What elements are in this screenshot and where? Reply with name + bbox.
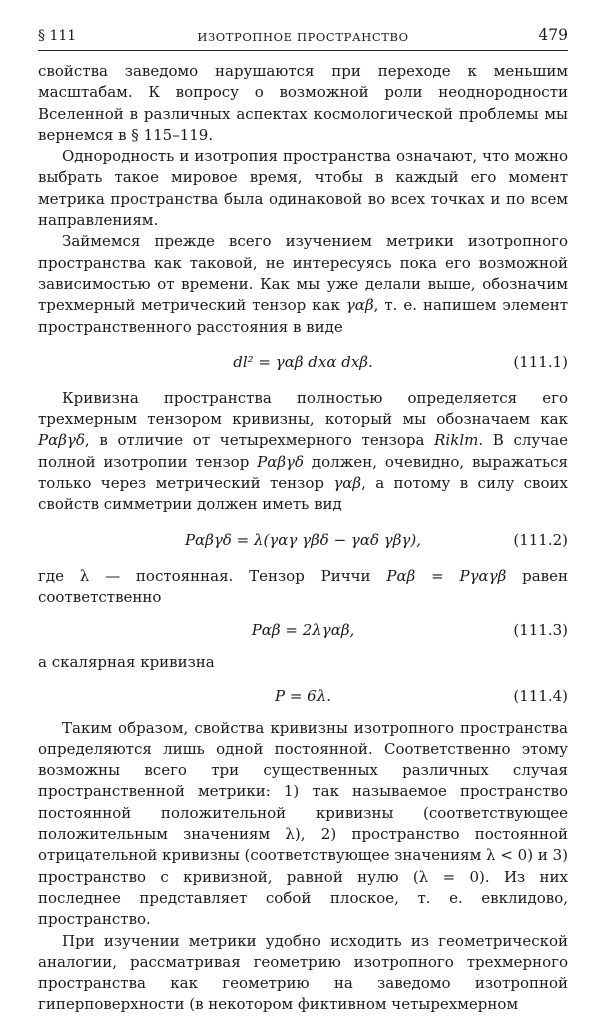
ricci-tensor-symbol: Pαβ = Pγαγβ [386,566,507,585]
metric-tensor-symbol: γαβ [345,296,374,315]
paragraph-4 [38,388,568,516]
paragraph-4-text-b: , в отличие от четырехмерного тензора [84,431,425,450]
equation-111-1 [38,350,568,374]
paragraph-2: Однородность и изотропия пространства означают, что можно выбрать такое мировое время, чтобы в каждый его момент метрика пространства была одинаковой во всех точках и по всем направлениям. [38,147,568,230]
equation-111-4 [38,684,568,708]
equation-111-2 [38,528,568,552]
equation-formula: Pαβγδ = λ(γαγ γβδ − γαδ γβγ), [184,530,422,549]
paragraph-3-text-a: Займемся прежде всего изучением метрики изотропного пространства как таковой, не интересуясь пока его возможной зависимостью от времени. Как мы уже делали выше, обозначим трехмерный метрический тензор как [38,232,568,315]
section-label: § 111 [38,28,77,44]
paragraph-8: При изучении метрики удобно исходить из геометрической аналогии, рассматривая геометрию изотропного трехмерного пространства как геометрию на заведомо изотропной гиперповерхности (в некотором фиктивном четырехмерном [38,931,568,1014]
equation-number: (111.3) [513,621,568,640]
paragraph-6: а скалярная кривизна [38,653,215,672]
paragraph-5-text-a: где λ — постоянная. Тензор Риччи [38,566,371,585]
paragraph-5-text-b: равен соответственно [38,566,569,606]
equation-formula: dl² = γαβ dxα dxβ. [233,352,373,371]
equation-number: (111.2) [513,530,568,549]
paragraph-4-text-d: должен, очевидно, выражаться только через метрический тензор [38,452,568,493]
equation-number: (111.4) [513,686,568,705]
paragraph-3 [38,231,568,337]
paragraph-4-text-c: . В случае полной изотропии тензор [38,431,568,471]
paragraph-3-text-b: , т. е. напишем элемент пространственного расстояния в виде [38,296,568,336]
curvature-tensor-symbol-2: Pαβγδ [257,452,305,471]
page-number: 479 [538,26,568,44]
equation-111-3 [38,618,568,642]
equation-formula: P = 6λ. [274,686,331,705]
paragraph-4-text-a: Кривизна пространства полностью определяется его трехмерным тензором кривизны, который мы обозначаем как [38,388,568,429]
paragraph-1: свойства заведомо нарушаются при переходе к меньшим масштабам. К вопросу о возможной роли неоднородности Вселенной в различных аспектах космологической проблемы мы вернемся в § 115–119. [38,62,568,144]
paragraph-7: Таким образом, свойства кривизны изотропного пространства определяются лишь одной постоянной. Соответственно этому возможны всего три существенных различных случая пространственной метрики: 1) так называемое пространство постоянной положительной кривизны (соответствующее положительным значениям λ), 2) пространство постоянной отрицательной кривизны (соответствующее значениям λ < 0) и 3) пространство с кривизной, равной нулю (λ = 0). Из них последнее представляет собой плоское, т. е. евклидово, пространство. [38,718,568,929]
curvature-tensor-symbol: Pαβγδ [38,431,85,450]
running-header [38,26,568,50]
equation-number: (111.1) [513,352,568,371]
running-title: ИЗОТРОПНОЕ ПРОСТРАНСТВО [197,30,409,44]
paragraph-4-text-e: , а потому в силу своих свойств симметрии должен иметь вид [38,474,568,514]
header-rule [38,50,568,51]
riemann-tensor-symbol: Riklm [434,431,479,450]
paragraph-5 [38,566,568,609]
page [38,26,568,1016]
metric-tensor-symbol-2: γαβ [333,474,362,493]
equation-formula: Pαβ = 2λγαβ, [251,621,355,640]
